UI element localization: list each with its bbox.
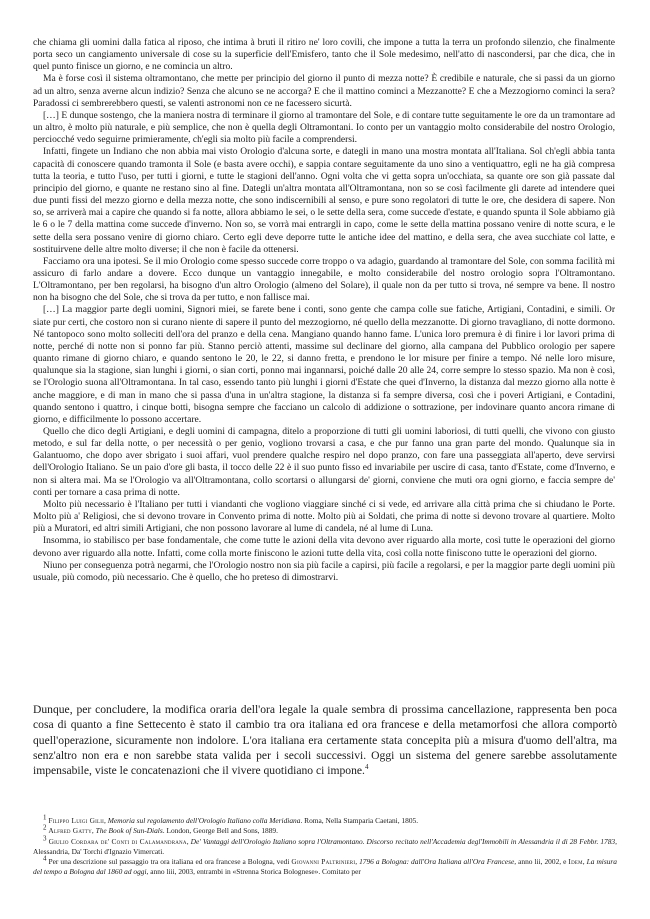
footnote-reference[interactable]: 4 xyxy=(364,763,369,772)
footnote-author: Filippo Luigi Gilii xyxy=(48,816,104,825)
footnote-3: $^3$ Giulio Cordara de' Conti di Calamandrana, De' Vantaggi dell'Orologio Italiano sopra l'Oltramontano. Discorso recitato nell'Accademia degl'Immobili in Alessandria il di 28 Febbr. 1783, Alessandria, Da' Torchi d'Ignazio Vimercati. xyxy=(33,834,617,856)
footnotes xyxy=(33,813,617,878)
footnote-middle: , anno lii, 2002, e xyxy=(514,857,569,867)
footnote-author: Giulio Cordara de' Conti di Calamandrana xyxy=(48,836,187,846)
quote-paragraph: Facciamo ora una ipotesi. Se il mio Orologio come spesso succede corre troppo o va adagio, guardando al tramontare del Sole, con somma facilità mi assicuro di farlo andare a dovere. Ecco dunque un vantaggio innegabile, e molto considerabile del nostro orologio sopra l'Oltramontano. L'Oltramontano, per ben regolarsi, ha bisogno d'un altro Orologio (almeno del Solare), il quale non da per tutto si trova, né sempre va bene. Il nostro non ha bisogno che del Sole, che si trova da per tutto, e non fallisce mai. xyxy=(33,255,615,304)
quote-paragraph: Ma è forse così il sistema oltramontano, che mette per principio del giorno il punto di mezza notte? È credibile e naturale, che si passi da un giorno ad un altro, senza averne alcun indizio? Senza che alcuno se ne accorga? E che il mattino cominci a Mezzanotte? E che a Mezzogiorno cominci la sera? Paradossi ci sembrerebbero questi, se valenti astronomi non ce ne facessero sicurtà. xyxy=(33,73,615,109)
body-text xyxy=(33,702,617,778)
footnote-1: $^1$ Filippo Luigi Gilii, Memoria sul regolamento dell'Orologio Italiano colla Meridiana. Roma, Nella Stamparia Caetani, 1805. xyxy=(43,813,419,825)
footnote-title: The Book of Sun-Dials xyxy=(95,826,163,836)
footnote-title: De' Vantaggi dell'Orologio Italiano sopra l'Oltramontano. Discorso recitato nell'Accademia degl'Immobili in Alessandria il di 28 Febbr. 1783 xyxy=(190,836,616,846)
footnote-2: $^2$ Alfred Gatty, The Book of Sun-Dials. London, George Bell and Sons, 1889. xyxy=(43,823,278,836)
footnote-number: 2 xyxy=(43,823,47,832)
quote-paragraph: Molto più necessario è l'Italiano per tutti i viandanti che vogliono viaggiare sinché ci si vede, ed arrivare alla città prima che si chiudano le Porte. Molto più a' Religiosi, che si devono trovare in Convento prima di notte. Molto più ai Soldati, che prima di notte si devono trovare al quartiere. Molto più a Muratori, ed altri simili Artigiani, che non possono lavorare al lume di candela, né al lume di Luna. xyxy=(33,498,615,535)
footnote-number: 4 xyxy=(43,854,47,863)
footnote-publication: . London, George Bell and Sons, 1889. xyxy=(162,826,278,836)
body-paragraph xyxy=(33,702,617,778)
block-quote xyxy=(33,37,615,584)
quote-paragraph: Insomma, io stabilisco per base fondamentale, che come tutte le azioni della vita devono aver riguardo alla morte, così tutte le operazioni del giorno devono aver riguardo alla notte. Infatti, come colla morte finiscono le azioni tutte della vita, così colla notte finiscono tutte le operazioni del giorno. xyxy=(33,535,615,559)
footnote-publication: , Alessandria, Da' Torchi d'Ignazio Vimercati. xyxy=(33,836,617,856)
quote-paragraph: Infatti, fingete un Indiano che non abbia mai visto Orologio d'alcuna sorte, e dategli in mano una mostra montata all'Italiana. Sol ch'egli abbia tanta capacità di conoscere quando tramonta il Sole (e basta avere occhi), e sappia contare seguitamente da uno sino a ventiquattro, egli ne ha già compresa tutta la teoria, e tutto l'uso, per tutti i giorni, e tutte le stagioni dell'anno. Ogni volta che vi getta sopra un'occhiata, sa quante ore son già passate dal principio del giorno, e quante ne restano sino al fine. Dategli un'altra montata all'Oltramontana, non so se così facilmente gli darete ad intendere quei due punti fissi del mezzo giorno e della mezza notte, che sono indiscernibili al senso, e pure sono regolatori di tutte le ore, che desidera di sapere. Non so, se arriverà mai a capire che quando si fa notte, allora abbiamo le sei, o le sette della sera, come succede d'estate, e quando spunta il Sole abbiamo già le 6 o le 7 della mattina come succede d'inverno. Non so, se vorrà mai entrargli in capo, come le sette della mattina possano venire di notte scura, e le sette della sera possano venire di giorno chiaro. Certo egli deve deporre tutte le antiche idee del mattino, e della sera, che avea succhiate col latte, e sostituirvene delle altre molto diverse; il che non è facile da ottenersi. xyxy=(33,146,615,255)
footnote-author: Alfred Gatty xyxy=(48,826,92,836)
footnote-author-idem: Idem xyxy=(568,857,583,867)
footnote-publication: . Roma, Nella Stamparia Caetani, 1805. xyxy=(300,816,419,825)
body-paragraph-text: Dunque, per concludere, la modifica oraria dell'ora legale la quale sembra di prossima cancellazione, rappresenta ben poca cosa di quanto a fine Settecento è stato il cambio tra ora italiana ed ora francese e della metamorfosi che allora comportò quell'operazione, sicuramente non indolore. L'ora italiana era certamente stata concepita più a misura d'uomo dell'altra, ma senz'altro non era e non sarebbe stata valida per i secoli successivi. Oggi un sistema del genere sarebbe assolutamente impensabile, viste le concatenazioni che il vivere quotidiano ci impone. xyxy=(33,703,617,778)
quote-paragraph: Niuno per conseguenza potrà negarmi, che l'Orologio nostro non sia più facile a capirsi, più facile a regolarsi, e per la maggior parte degli uomini più usuale, più comodo, più necessario. Che è quello, che ho preteso di dimostrarvi. xyxy=(33,559,615,583)
footnote-4: $^4$ Per una descrizione sul passaggio tra ora italiana ed ora francese a Bologna, vedi Giovanni Paltrinieri, 1796 a Bologna: dall'Ora Italiana all'Ora Francese, anno lii, 2002, e Idem, La misura del tempo a Bologna dal 1860 ad oggi, anno liii, 2003, entrambi in «Strenna Storica Bolognese». Comitato per xyxy=(33,854,617,877)
footnote-title: Memoria sul regolamento dell'Orologio Italiano colla Meridiana xyxy=(107,816,301,825)
footnote-number: 1 xyxy=(43,813,47,822)
quote-paragraph: […] La maggior parte degli uomini, Signori miei, se farete bene i conti, sono gente che campa colle sue fatiche, Artigiani, Contadini, e simili. Or siate pur certi, che costoro non si curano niente di sapere il punto del mezzogiorno, né quello della mezzanotte. Di giorno travagliano, di notte dormono. Né tantopoco sono molto solleciti dell'ora del pranzo e della cena. Mangiano quando hanno fame. L'unica loro premura è di finire i lor lavori prima di notte, perché di notte non si ponno far più. Stanno perciò attenti, massime sul declinare del giorno, alla campana del Pubblico orologio per sapere quanto rimane di giorno chiaro, e quando sentono le 20, le 22, si danno fretta, e prendono le lor misure per finire a tempo. Né nelle loro misure, qualunque sia la stagione, sian lunghi i giorni, o sian corti, ponno mai ingannarsi, poiché dalle 20 alle 24, corre sempre lo stesso spazio. Ma non è così, se l'Orologio suona all'Oltramontana. In tal caso, essendo tanto più lunghi i giorni d'Estate che quei d'Inverno, la distanza dal mezzo giorno alla notte è anche maggiore, e di man in mano che si passa d'una in un'altra stagione, la distanza si fa sempre diversa, così che i poveri Artigiani, e Contadini, quando sentono i quattro, i cinque botti, bisogna sempre che facciano un calcolo di addizione o sottrazione, per indovinare quanto ancora rimane di giorno, e difficilmente lo possono accertare. xyxy=(33,304,615,425)
footnote-publication: , anno liii, 2003, entrambi in «Strenna Storica Bolognese». Comitato per xyxy=(146,867,361,877)
quote-paragraph: Quello che dico degli Artigiani, e degli uomini di campagna, ditelo a proporzione di tutti gli uomini laboriosi, di tutti quelli, che vivono con giusto metodo, e sul far della notte, o per necessità o per genio, vogliono trovarsi a casa, e che pur fanno una gran parte del mondo. Qualunque sia in Galantuomo, che dopo aver sbrigato i suoi affari, vuol prendere qualche respiro nel dopo pranzo, con fare una passeggiata all'aperto, deve servirsi dell'Orologio Italiano. Se un paio d'ore gli basta, il tocco delle 22 è il suo punto fisso ed invariabile per uscire di casa, tanto d'Estate, come d'Inverno, e non si altera mai. Ma se l'Orologio va all'Oltramontana, collo scortarsi o allungarsi de' giorni, conviene che muti ora ogni giorno, e faccia sempre de' conti per tornare a casa prima di notte. xyxy=(33,426,615,498)
footnote-number: 3 xyxy=(43,834,47,843)
footnote-title: 1796 a Bologna: dall'Ora Italiana all'Ora Francese xyxy=(359,857,515,867)
footnote-title-2: La misura del tempo a Bologna dal 1860 ad oggi xyxy=(33,857,617,877)
footnote-author: Giovanni Paltrinieri xyxy=(291,857,356,867)
footnote-intro: Per una descrizione sul passaggio tra ora italiana ed ora francese a Bologna, vedi xyxy=(48,857,292,867)
quote-paragraph: che chiama gli uomini dalla fatica al riposo, che intima à bruti il ritiro ne' loro covili, che impone a tutta la terra un profondo silenzio, che finalmente porta seco un cangiamento universale di cose su la superficie dell'Emisfero, tanto che il Sole medesimo, nell'atto di nascondersi, par che dica, che in quel punto finisce un giorno, e ne comincia un altro. xyxy=(33,37,615,73)
quote-paragraph: […] E dunque sostengo, che la maniera nostra di terminare il giorno al tramontare del Sole, e di contare tutte seguitamente le ore da un tramontare ad un altro, è molto più naturale, e più semplice, che non è quella degli Oltramontani. Io conto per un vantaggio molto considerabile del nostro Orologio, perciocché vedo seguirne primieramente, ch'egli sia molto più facile a comprendersi. xyxy=(33,109,615,146)
